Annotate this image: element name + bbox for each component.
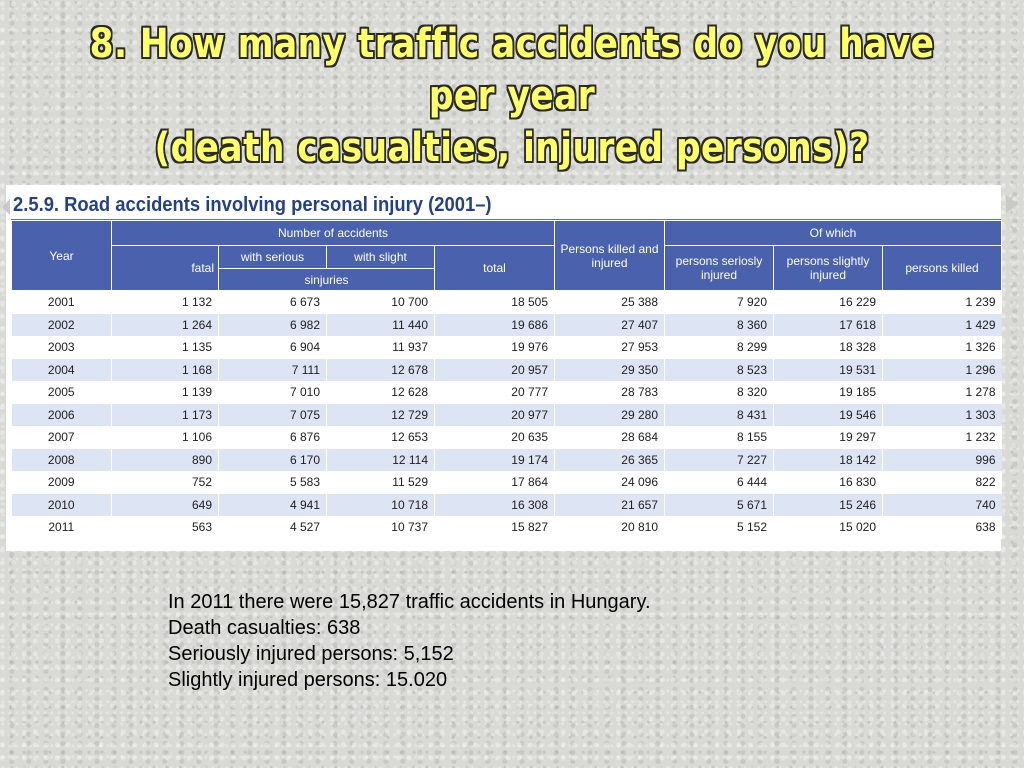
table-cell-year: 2002: [12, 314, 112, 337]
table-cell: 1 278: [883, 381, 1002, 404]
table-cell: 20 635: [435, 426, 555, 449]
table-cell: 6 444: [665, 471, 774, 494]
table-cell: 12 628: [327, 381, 435, 404]
table-cell-year: 2003: [12, 336, 112, 359]
slide-title: [72, 18, 953, 174]
table-cell: 996: [883, 449, 1002, 472]
table-cell: 27 953: [555, 336, 665, 359]
table-cell: 18 328: [774, 336, 883, 359]
table-cell: 12 653: [327, 426, 435, 449]
table-cell: 8 299: [665, 336, 774, 359]
summary-line-total: In 2011 there were 15,827 traffic accidents in Hungary.: [168, 591, 651, 613]
table-cell: 16 308: [435, 494, 555, 517]
table-cell: 25 388: [555, 291, 665, 314]
table-cell: 19 297: [774, 426, 883, 449]
table-row: [12, 404, 1002, 427]
table-row: [12, 426, 1002, 449]
table-cell-year: 2008: [12, 449, 112, 472]
table-cell: 20 957: [435, 359, 555, 382]
table-cell: 8 320: [665, 381, 774, 404]
table-cell-year: 2001: [12, 291, 112, 314]
table-cell: 4 527: [219, 516, 327, 539]
table-cell: 8 360: [665, 314, 774, 337]
table-cell: 29 350: [555, 359, 665, 382]
table-cell: 19 531: [774, 359, 883, 382]
table-row: [12, 314, 1002, 337]
table-cell: 1 168: [112, 359, 219, 382]
table-row: [12, 516, 1002, 539]
table-cell: 7 920: [665, 291, 774, 314]
triangle-left-icon: [2, 199, 10, 215]
table-cell-year: 2006: [12, 404, 112, 427]
table-row: [12, 471, 1002, 494]
header-persons-killed-injured: Persons killed and injured: [555, 221, 665, 291]
table-cell: 15 827: [435, 516, 555, 539]
table-row: [12, 449, 1002, 472]
table-cell: 1 239: [883, 291, 1002, 314]
table-cell: 10 737: [327, 516, 435, 539]
table-cell: 15 020: [774, 516, 883, 539]
table-cell: 26 365: [555, 449, 665, 472]
slide-title-line-2: (death casualties, injured persons)?: [154, 125, 870, 171]
table-cell: 16 830: [774, 471, 883, 494]
summary-line-serious: Seriously injured persons: 5,152: [168, 643, 454, 665]
table-cell: 1 429: [883, 314, 1002, 337]
header-persons-seriously-injured: persons seriosly injured: [665, 246, 774, 291]
table-cell: 1 303: [883, 404, 1002, 427]
table-cell: 20 977: [435, 404, 555, 427]
summary-line-deaths: Death casualties: 638: [168, 617, 361, 639]
table-cell: 8 431: [665, 404, 774, 427]
table-cell: 1 232: [883, 426, 1002, 449]
table-cell: 12 114: [327, 449, 435, 472]
header-injuries: sinjuries: [219, 269, 435, 291]
triangle-right-icon: [1006, 195, 1018, 213]
road-accidents-table: [11, 220, 1002, 539]
table-cell: 822: [883, 471, 1002, 494]
table-cell: 1 326: [883, 336, 1002, 359]
table-cell: 5 583: [219, 471, 327, 494]
table-cell: 10 718: [327, 494, 435, 517]
table-cell: 11 440: [327, 314, 435, 337]
table-cell-year: 2005: [12, 381, 112, 404]
table-cell: 638: [883, 516, 1002, 539]
table-cell: 20 810: [555, 516, 665, 539]
table-cell: 8 155: [665, 426, 774, 449]
table-row: [12, 494, 1002, 517]
header-number-of-accidents: Number of accidents: [112, 221, 555, 246]
table-cell: 17 618: [774, 314, 883, 337]
table-cell: 7 111: [219, 359, 327, 382]
table-cell: 6 904: [219, 336, 327, 359]
table-cell: 29 280: [555, 404, 665, 427]
table-cell: 1 264: [112, 314, 219, 337]
table-cell: 18 505: [435, 291, 555, 314]
table-cell: 7 075: [219, 404, 327, 427]
table-cell: 7 227: [665, 449, 774, 472]
table-cell: 11 529: [327, 471, 435, 494]
header-persons-killed: persons killed: [883, 246, 1002, 291]
table-row: [12, 336, 1002, 359]
header-with-serious: with serious: [219, 246, 327, 269]
table-cell: 649: [112, 494, 219, 517]
table-cell: 12 678: [327, 359, 435, 382]
table-cell: 1 139: [112, 381, 219, 404]
slide-title-line-1: 8. How many traffic accidents do you have per year: [89, 21, 935, 119]
table-cell-year: 2007: [12, 426, 112, 449]
table-cell: 7 010: [219, 381, 327, 404]
table-cell: 1 132: [112, 291, 219, 314]
table-cell: 12 729: [327, 404, 435, 427]
table-cell-year: 2010: [12, 494, 112, 517]
summary-text: [168, 589, 651, 693]
table-cell: 5 152: [665, 516, 774, 539]
table-cell: 27 407: [555, 314, 665, 337]
header-of-which: Of which: [665, 221, 1002, 246]
table-cell: 11 937: [327, 336, 435, 359]
table-body: [12, 291, 1002, 539]
table-cell: 20 777: [435, 381, 555, 404]
table-cell: 6 673: [219, 291, 327, 314]
header-with-slight: with slight: [327, 246, 435, 269]
header-year: Year: [12, 221, 112, 291]
table-row: [12, 381, 1002, 404]
table-cell: 6 876: [219, 426, 327, 449]
table-cell: 4 941: [219, 494, 327, 517]
table-row: [12, 291, 1002, 314]
table-cell: 1 173: [112, 404, 219, 427]
table-cell: 10 700: [327, 291, 435, 314]
table-cell: 24 096: [555, 471, 665, 494]
table-cell: 19 976: [435, 336, 555, 359]
table-cell-year: 2004: [12, 359, 112, 382]
table-cell: 19 185: [774, 381, 883, 404]
table-cell: 6 982: [219, 314, 327, 337]
table-row: [12, 359, 1002, 382]
header-persons-slightly-injured: persons slightly injured: [774, 246, 883, 291]
table-cell-year: 2009: [12, 471, 112, 494]
table-cell: 563: [112, 516, 219, 539]
table-cell: 19 174: [435, 449, 555, 472]
table-cell: 6 170: [219, 449, 327, 472]
table-cell: 17 864: [435, 471, 555, 494]
table-cell: 8 523: [665, 359, 774, 382]
header-fatal: fatal: [112, 246, 219, 291]
table-cell: 21 657: [555, 494, 665, 517]
table-cell: 5 671: [665, 494, 774, 517]
table-cell: 890: [112, 449, 219, 472]
table-cell: 752: [112, 471, 219, 494]
header-total: total: [435, 246, 555, 291]
table-cell: 15 246: [774, 494, 883, 517]
summary-line-slight: Slightly injured persons: 15.020: [168, 669, 448, 691]
table-title: 2.5.9. Road accidents involving personal injury (2001–): [13, 194, 492, 216]
table-cell: 1 106: [112, 426, 219, 449]
table-cell: 19 686: [435, 314, 555, 337]
table-cell: 18 142: [774, 449, 883, 472]
table-cell: 28 684: [555, 426, 665, 449]
table-cell: 1 135: [112, 336, 219, 359]
table-cell: 28 783: [555, 381, 665, 404]
table-cell: 1 296: [883, 359, 1002, 382]
table-cell: 16 229: [774, 291, 883, 314]
table-cell: 740: [883, 494, 1002, 517]
table-cell: 19 546: [774, 404, 883, 427]
table-cell-year: 2011: [12, 516, 112, 539]
